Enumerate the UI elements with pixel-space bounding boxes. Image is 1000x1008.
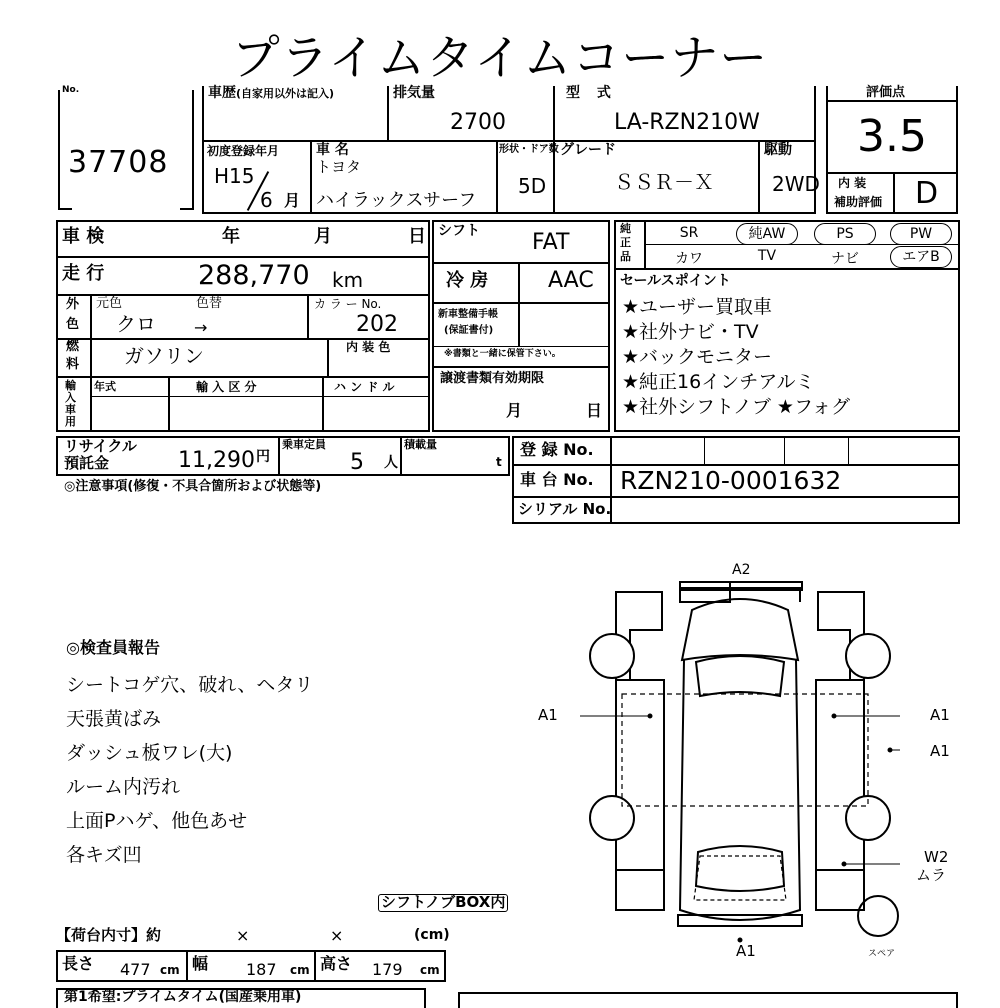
- grid-line: [644, 220, 646, 270]
- grid-line: [432, 302, 610, 304]
- displacement-label: 排気量: [393, 85, 435, 101]
- import-side-label: 輸入車用: [65, 379, 76, 428]
- page-title: プライムタイムコーナー: [231, 30, 769, 86]
- grid-line: [518, 262, 520, 346]
- equip-leather: カワ: [675, 251, 703, 267]
- fuel-value: ガソリン: [124, 344, 204, 368]
- grid-line: [186, 950, 188, 982]
- model-label: 型 式: [566, 85, 617, 101]
- left-front-wheel: [590, 634, 634, 678]
- inspection-day: 日: [408, 226, 426, 247]
- drive-label: 駆動: [764, 142, 792, 158]
- color-orig-label: 元色: [96, 296, 123, 311]
- fuel-side-1: 燃: [66, 339, 80, 354]
- grid-line: [307, 294, 309, 338]
- color-side-1: 外: [66, 297, 80, 312]
- grid-line: [327, 338, 329, 376]
- left-rear-fender: [616, 870, 664, 910]
- bottom-right-box: [458, 992, 958, 1008]
- score-grid-line: [826, 100, 958, 102]
- car-rear-window: [696, 846, 784, 891]
- mileage-value: 288,770: [198, 260, 310, 291]
- cargo-length-label: 長さ: [62, 954, 95, 973]
- sales-point-item: ★社外ナビ・TV: [622, 321, 759, 343]
- capacity-label: 乗車定員: [282, 438, 326, 451]
- capacity-unit: 人: [384, 455, 398, 471]
- import-year-label: 年式: [94, 380, 116, 393]
- score-value: 3.5: [857, 111, 927, 162]
- inspector-item: シートコゲ穴、破れ、ヘタリ: [66, 674, 314, 696]
- header-grid-line: [387, 86, 389, 140]
- header-grid-line: [310, 140, 312, 214]
- lot-bracket-left: [58, 90, 60, 210]
- grid-line: [278, 436, 280, 476]
- chassis-value: RZN210-0001632: [620, 466, 842, 495]
- color-orig-value: クロ: [116, 312, 156, 336]
- grid-line: [784, 436, 785, 464]
- sales-point-item: ★社外シフトノブ ★フォグ: [622, 396, 851, 418]
- grid-line: [322, 378, 324, 432]
- registration-label: 登 録 No.: [520, 440, 594, 459]
- doors-value: 5D: [518, 174, 547, 198]
- cargo-width-value: 187: [246, 960, 277, 979]
- load-unit: t: [496, 455, 502, 469]
- diagram-bottom-a1: A1: [736, 942, 756, 960]
- fuel-side-2: 料: [66, 357, 80, 372]
- load-label: 積載量: [404, 438, 437, 451]
- shift-box-label: シフトノブBOX内: [378, 894, 508, 912]
- manual-label-1: 新車整備手帳: [438, 309, 498, 320]
- transfer-month: 月: [506, 401, 523, 420]
- manual-label-2: (保証書付): [444, 325, 494, 336]
- grid-line: [400, 436, 402, 476]
- recycle-label-2: 預託金: [64, 454, 110, 472]
- inspector-item: 天張黄ばみ: [66, 708, 162, 730]
- history-label: [208, 86, 334, 101]
- sales-points-label: セールスポイント: [620, 273, 731, 289]
- grid-line: [432, 346, 610, 347]
- lot-bracket-right-bottom: [180, 208, 194, 210]
- equip-sr: SR: [679, 225, 699, 241]
- grid-line: [56, 376, 430, 378]
- cargo-height-label: 高さ: [320, 954, 353, 973]
- diagram-a2: A2: [732, 562, 751, 578]
- equip-ps: PS: [814, 223, 876, 245]
- manual-note: ※書類と一緒に保管下さい。: [444, 349, 561, 359]
- interior-color-label: 内 装 色: [346, 340, 391, 354]
- grid-line: [704, 436, 705, 464]
- ac-label: 冷 房: [446, 270, 489, 291]
- interior-score-label-2: 補助評価: [834, 195, 883, 209]
- car-name-label: 車 名: [316, 142, 349, 158]
- cargo-label: 【荷台内寸】約: [56, 926, 162, 944]
- doors-label: 形状・ドア数: [499, 144, 559, 155]
- car-maker: トヨタ: [316, 158, 362, 176]
- interior-score-label-1: 内 装: [838, 176, 867, 190]
- inspection-label: 車 検: [62, 226, 105, 247]
- mileage-label: 走 行: [62, 263, 105, 284]
- inspector-label: ◎検査員報告: [66, 638, 160, 657]
- car-damage-diagram: [580, 570, 900, 970]
- cargo-length-cm: cm: [160, 963, 180, 977]
- grid-line: [56, 256, 430, 258]
- grid-line: [90, 396, 430, 397]
- history-label-text: 車歴: [208, 85, 236, 101]
- color-code-value: 202: [356, 312, 398, 337]
- cargo-x2: ×: [330, 926, 344, 945]
- grid-line: [90, 294, 92, 376]
- cargo-height-cm: cm: [420, 963, 440, 977]
- ac-value: AAC: [548, 268, 594, 293]
- grid-line: [432, 262, 610, 264]
- inspection-month: 月: [314, 226, 332, 247]
- cargo-unit: (cm): [414, 927, 450, 943]
- displacement-value: 2700: [450, 110, 506, 135]
- caution-label: ◎注意事項(修復・不具合箇所および状態等): [64, 479, 322, 494]
- cargo-x1: ×: [236, 926, 250, 945]
- color-code-label: カ ラ ー No.: [314, 297, 382, 311]
- equip-tv: TV: [757, 248, 777, 264]
- grade-value: ＳＳＲ－Ｘ: [614, 170, 714, 194]
- car-hood: [682, 599, 798, 660]
- left-door: [616, 680, 664, 870]
- first-reg-era: H15: [214, 164, 255, 188]
- diagram-spare: スペア: [868, 949, 896, 959]
- inspector-item: 上面Pハゲ、他色あせ: [66, 810, 248, 832]
- recycle-unit: 円: [256, 449, 270, 465]
- lot-number: 37708: [68, 145, 169, 180]
- inspector-item: ルーム内汚れ: [66, 776, 181, 798]
- car-name-value: ハイラックスサーフ: [316, 190, 477, 211]
- grid-line: [848, 436, 849, 464]
- transfer-day: 日: [586, 401, 603, 420]
- score-label: 評価点: [866, 85, 906, 100]
- grade-label: グレード: [560, 142, 616, 158]
- cargo-length-value: 477: [120, 960, 151, 979]
- chassis-label: 車 台 No.: [520, 470, 594, 489]
- color-side-2: 色: [66, 317, 80, 332]
- cargo-width-cm: cm: [290, 963, 310, 977]
- sales-point-item: ★純正16インチアルミ: [622, 371, 815, 393]
- left-rear-wheel: [590, 796, 634, 840]
- right-rear-fender: [816, 870, 864, 910]
- lot-bracket-bottom: [58, 208, 72, 210]
- import-handle-label: ハ ン ド ル: [334, 380, 395, 394]
- sales-point-item: ★ユーザー買取車: [622, 296, 773, 318]
- capacity-value: 5: [350, 450, 364, 475]
- inspector-item: ダッシュ板ワレ(大): [66, 742, 233, 764]
- spare-tire: [858, 896, 898, 936]
- trunk-dashed-outline: [694, 856, 786, 900]
- grid-line: [512, 496, 960, 498]
- first-reg-month-unit: 月: [284, 191, 301, 210]
- first-reg-month: 6: [260, 188, 273, 212]
- grid-line: [314, 950, 316, 982]
- interior-score-value: D: [914, 176, 939, 211]
- equip-aw: 純AW: [736, 223, 798, 245]
- diagram-left-a1: A1: [538, 706, 558, 724]
- score-grid-line: [826, 172, 958, 174]
- cargo-height-value: 179: [372, 960, 403, 979]
- first-reg-label: 初度登録年月: [207, 144, 280, 158]
- right-door: [816, 680, 864, 870]
- diagram-mura: ムラ: [916, 866, 947, 884]
- lot-bracket-right: [192, 90, 194, 210]
- recycle-label-1: リサイクル: [64, 437, 137, 455]
- color-change-label: 色替: [196, 296, 223, 311]
- cargo-width-label: 幅: [192, 954, 209, 973]
- drive-value: 2WD: [772, 172, 820, 196]
- header-grid-line: [758, 140, 760, 214]
- shift-value: FAT: [532, 230, 570, 255]
- equip-navi: ナビ: [831, 251, 859, 267]
- shift-label: シフト: [438, 223, 480, 239]
- serial-label: シリアル No.: [518, 500, 612, 518]
- import-class-label: 輸 入 区 分: [196, 380, 257, 394]
- grid-line: [432, 366, 610, 368]
- header-grid-line: [202, 140, 816, 142]
- cabin-dashed-box: [622, 694, 868, 806]
- diagram-right-a1-top: A1: [930, 706, 950, 724]
- diagram-right-a1-mid: A1: [930, 742, 950, 760]
- grid-line: [168, 378, 170, 432]
- diagram-w2: W2: [924, 848, 949, 866]
- bottom-section-label: 第1希望:プライムタイム(国産乗用車): [64, 989, 302, 1005]
- color-arrow: →: [194, 318, 208, 337]
- inspection-year: 年: [222, 226, 240, 247]
- history-note: (自家用以外は記入): [236, 87, 335, 100]
- right-front-wheel: [846, 634, 890, 678]
- model-value: LA-RZN210W: [614, 110, 760, 135]
- equip-airbag: エアB: [890, 246, 952, 268]
- grid-line: [90, 378, 92, 432]
- transfer-label: 譲渡書類有効期限: [440, 371, 545, 386]
- inspector-item: 各キズ凹: [66, 844, 142, 866]
- recycle-value: 11,290: [178, 448, 255, 473]
- equip-pw: PW: [890, 223, 952, 245]
- sales-point-item: ★バックモニター: [622, 346, 773, 368]
- mileage-unit: km: [332, 268, 364, 292]
- car-roof: [680, 660, 800, 920]
- header-grid-line: [496, 140, 498, 214]
- lot-no-label: No.: [62, 85, 80, 95]
- equipment-side-label: 純正品: [620, 222, 631, 263]
- car-windshield: [696, 656, 784, 696]
